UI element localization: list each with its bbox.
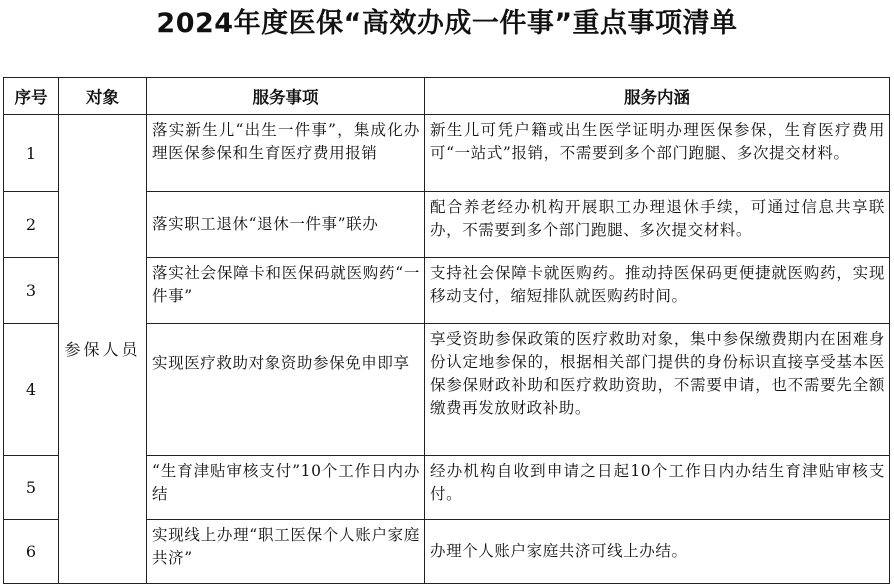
service-item: 落实职工退休“退休一件事”联办 bbox=[147, 192, 425, 258]
service-item: “生育津贴审核支付”10个工作日内办结 bbox=[147, 456, 425, 520]
service-content: 办理个人账户家庭共济可线上办结。 bbox=[425, 520, 890, 584]
row-number: 6 bbox=[4, 520, 59, 584]
header-object: 对象 bbox=[59, 78, 147, 115]
service-content: 新生儿可凭户籍或出生医学证明办理医保参保，生育医疗费用可“一站式”报销，不需要到多个部门跑腿、多次提交材料。 bbox=[425, 115, 890, 192]
service-item: 落实社会保障卡和医保码就医购药“一件事” bbox=[147, 258, 425, 324]
table-row bbox=[4, 115, 890, 192]
row-number: 4 bbox=[4, 324, 59, 456]
service-content: 配合养老经办机构开展职工办理退休手续，可通过信息共享联办，不需要到多个部门跑腿、多次提交材料。 bbox=[425, 192, 890, 258]
service-table bbox=[3, 77, 890, 584]
header-no: 序号 bbox=[4, 78, 59, 115]
header-content: 服务内涵 bbox=[425, 78, 890, 115]
service-content: 享受资助参保政策的医疗救助对象，集中参保缴费期内在困难身份认定地参保的，根据相关部门提供的身份标识直接享受基本医保参保财政补助和医疗救助资助，不需要申请，也不需要先全额缴费再发放财政补助。 bbox=[425, 324, 890, 456]
table-header-row bbox=[4, 78, 890, 115]
service-content: 支持社会保障卡就医购药。推动持医保码更便捷就医购药，实现移动支付，缩短排队就医购药时间。 bbox=[425, 258, 890, 324]
row-number: 3 bbox=[4, 258, 59, 324]
row-number: 1 bbox=[4, 115, 59, 192]
row-number: 5 bbox=[4, 456, 59, 520]
service-content: 经办机构自收到申请之日起10个工作日内办结生育津贴审核支付。 bbox=[425, 456, 890, 520]
page-title: 2024年度医保“高效办成一件事”重点事项清单 bbox=[156, 8, 738, 39]
service-item: 实现医疗救助对象资助参保免申即享 bbox=[147, 324, 425, 456]
row-number: 2 bbox=[4, 192, 59, 258]
service-item: 实现线上办理“职工医保个人账户家庭共济” bbox=[147, 520, 425, 584]
service-item: 落实新生儿“出生一件事”，集成化办理医保参保和生育医疗费用报销 bbox=[147, 115, 425, 192]
object-cell: 参保人员 bbox=[59, 115, 147, 584]
header-item: 服务事项 bbox=[147, 78, 425, 115]
